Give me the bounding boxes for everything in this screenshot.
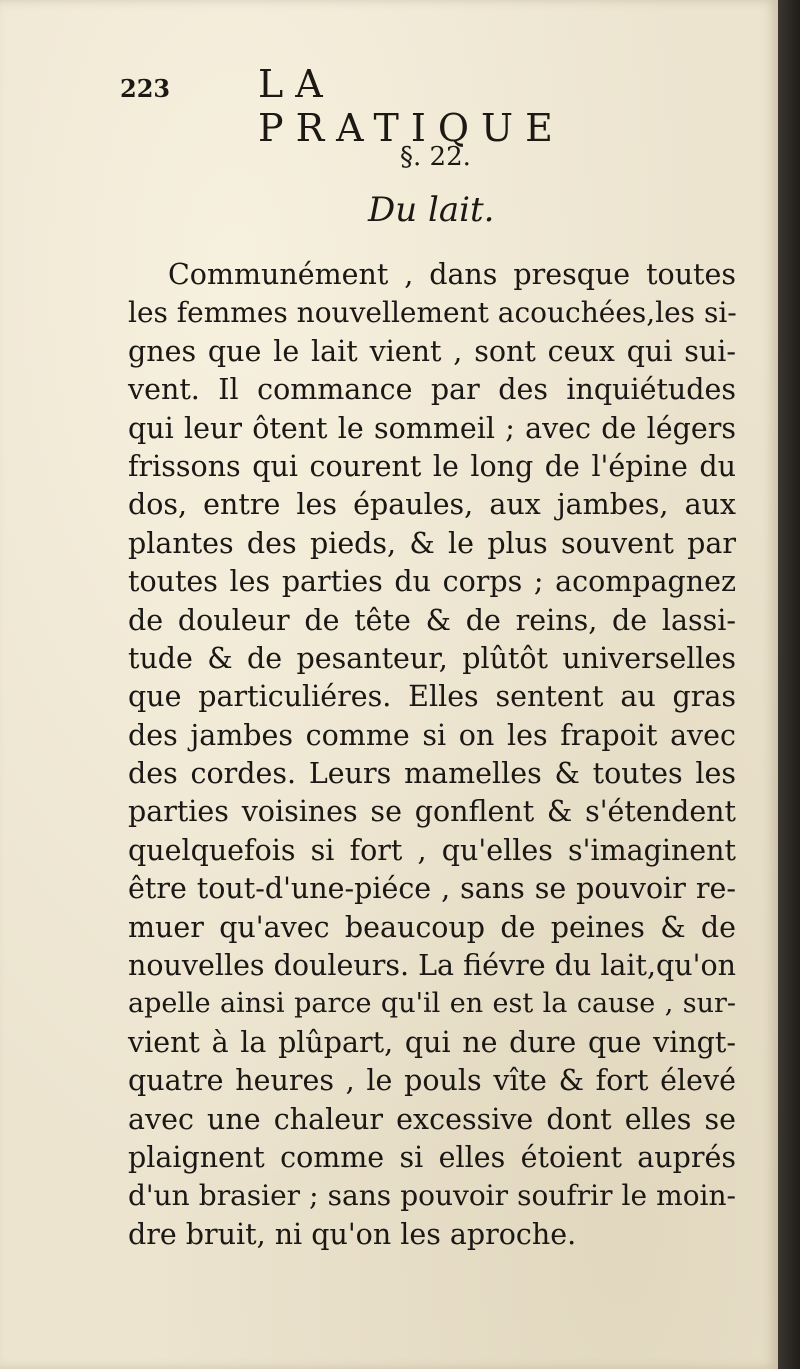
- text-line: plaignent comme si elles étoient auprés: [128, 1140, 736, 1174]
- text-line: parties voisines se gonflent & s'étendent: [128, 795, 736, 829]
- text-line: tude & de pesanteur, plûtôt universelles: [128, 641, 736, 675]
- text-line: qui leur ôtent le sommeil ; avec de légers: [128, 411, 736, 445]
- page-header: [120, 62, 660, 150]
- text-line: dos, entre les épaules, aux jambes, aux: [128, 488, 736, 522]
- page-edge-shadow: [778, 0, 800, 1369]
- text-line: frissons qui courent le long de l'épine du: [128, 449, 736, 483]
- text-line: toutes les parties du corps ; acompagnez: [128, 565, 736, 599]
- text-line: avec une chaleur excessive dont elles se: [128, 1102, 736, 1136]
- section-number: §. 22.: [400, 142, 471, 172]
- body-text: [128, 256, 736, 1254]
- page-number: 223: [120, 74, 171, 103]
- text-line: être tout-d'une-piéce , sans se pouvoir re-: [128, 872, 736, 906]
- running-title: LA PRATIQUE: [258, 62, 565, 150]
- text-line: d'un brasier ; sans pouvoir soufrir le moin-: [128, 1179, 736, 1213]
- text-line: quatre heures , le pouls vîte & fort élevé: [128, 1064, 736, 1098]
- text-line: nouvelles douleurs. La fiévre du lait,qu'on: [128, 949, 736, 983]
- text-line: que particuliéres. Elles sentent au gras: [128, 680, 736, 714]
- text-line: quelquefois si fort , qu'elles s'imaginent: [128, 833, 736, 867]
- text-line: des jambes comme si on les frapoit avec: [128, 718, 736, 752]
- text-line: vient à la plûpart, qui ne dure que vingt-: [128, 1025, 736, 1059]
- text-line: apelle ainsi parce qu'il en est la cause , sur-: [128, 988, 736, 1020]
- text-line: des cordes. Leurs mamelles & toutes les: [128, 757, 736, 791]
- text-line: Communément , dans presque toutes: [168, 258, 736, 291]
- text-line: les femmes nouvellement acouchées,les si-: [128, 296, 737, 330]
- text-line: de douleur de tête & de reins, de lassi-: [128, 603, 736, 637]
- text-line: gnes que le lait vient , sont ceux qui sui-: [128, 334, 736, 368]
- section-title: Du lait.: [368, 190, 495, 230]
- text-line: muer qu'avec beaucoup de peines & de: [128, 910, 736, 944]
- text-line: dre bruit, ni qu'on les aproche.: [128, 1217, 577, 1251]
- text-line: plantes des pieds, & le plus souvent par: [128, 526, 736, 560]
- text-line: vent. Il commance par des inquiétudes: [128, 373, 736, 407]
